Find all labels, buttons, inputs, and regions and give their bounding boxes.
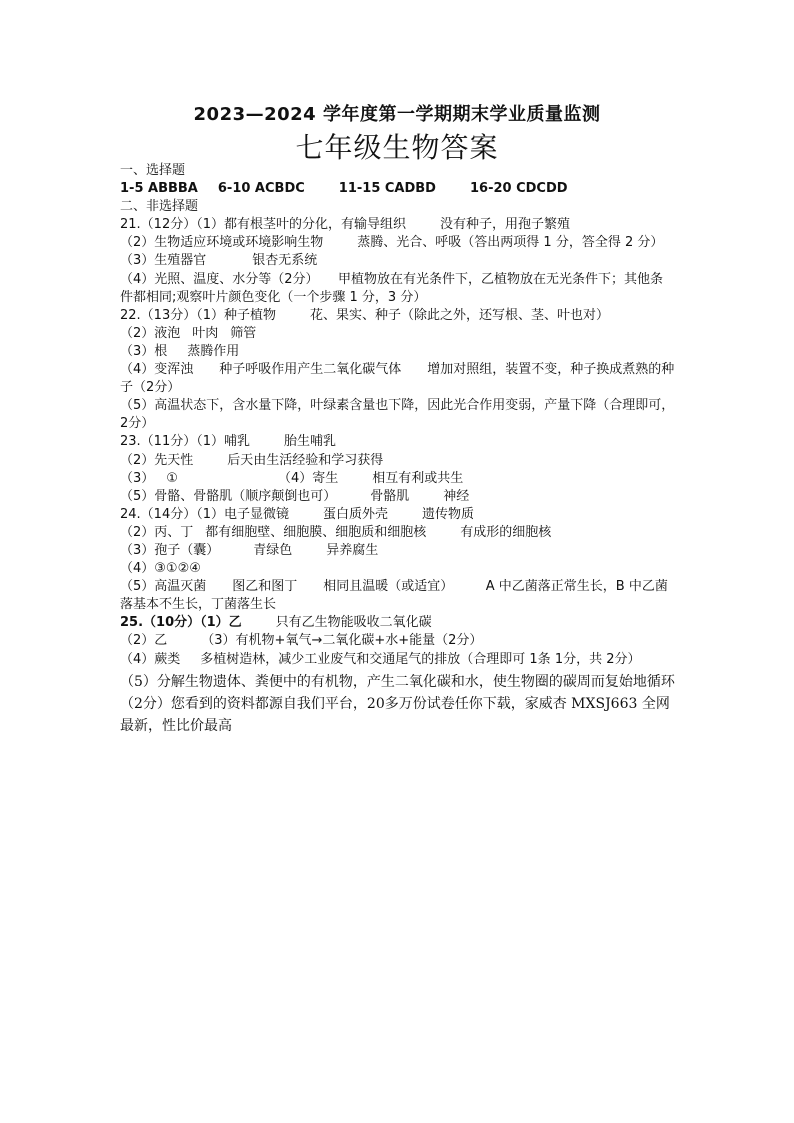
q21-part2: （2）生物适应环境或环境影响生物 xyxy=(120,235,324,251)
q23-part2-answer2: 后天由生活经验和学习获得 xyxy=(227,452,384,468)
q23-part4: （4）寄生 xyxy=(277,470,339,486)
q24-part1-answer3: 遗传物质 xyxy=(422,506,475,522)
q25-part4: （4）蕨类 xyxy=(120,651,181,667)
answer-content xyxy=(120,162,676,737)
choice-answer-group: 6-10 ACBDC xyxy=(217,181,305,197)
q21-line3 xyxy=(120,252,676,270)
choice-answer-group: 1-5 ABBBA xyxy=(120,181,198,197)
q24-part3-answer2: 青绿色 xyxy=(253,542,293,558)
q23-part4-answer2: 相互有利或共生 xyxy=(372,470,464,486)
q22-line5: （5）高温状态下，含水量下降，叶绿素含量也下降，因此光合作用变弱，产量下降（合理即可，2分） xyxy=(120,398,675,432)
q21-part1-answer2: 没有种子，用孢子繁殖 xyxy=(440,217,571,233)
choice-answer-group: 16-20 CDCDD xyxy=(469,181,568,197)
q22-part3-answer2: 蒸腾作用 xyxy=(187,343,240,359)
q23-line3 xyxy=(120,470,676,488)
q25-line4-with-ad-text: （5）分解生物遗体、粪便中的有机物，产生二氧化碳和水，使生物圈的碳周而复始地循环（2分）您看到的资料都源自我们平台，20多万份试卷任你下载，家威杏 MXSJ663 全网最新，性比价最高 xyxy=(120,673,675,734)
q21-part1: 21.（12分）（1）都有根茎叶的分化，有输导组织 xyxy=(120,217,406,233)
q23-line2 xyxy=(120,452,676,470)
q21-part3: （3）生殖器官 xyxy=(120,253,207,269)
q25-part1-answer2: 只有乙生物能吸收二氧化碳 xyxy=(275,615,432,631)
q24-part1-answer2: 蛋白质外壳 xyxy=(323,506,389,522)
q23-part5-answer2: 骨骼肌 xyxy=(370,488,410,504)
q21-part2-answer2: 蒸腾、光合、呼吸（答出两项得 1 分，答全得 2 分） xyxy=(357,235,664,251)
q25-part1: 25.（10分）（1）乙 xyxy=(120,615,242,631)
q23-part3-answer: ① xyxy=(166,470,178,486)
q23-part5-answer3: 神经 xyxy=(443,488,470,504)
q24-line3 xyxy=(120,542,676,560)
q22-line1 xyxy=(120,307,676,325)
q22-part2-answer2: 叶肉 xyxy=(192,325,219,341)
q22-part2: （2）液泡 xyxy=(120,325,181,341)
q25-line1 xyxy=(120,614,676,632)
q23-line1 xyxy=(120,433,676,451)
q22-line2 xyxy=(120,325,676,343)
q25-part3: （3）有机物+氧气→二氧化碳+水+能量（2分） xyxy=(201,633,483,649)
q25-line3 xyxy=(120,651,676,669)
q23-line4 xyxy=(120,488,676,506)
q23-part5: （5）骨骼、骨骼肌（顺序颠倒也可） xyxy=(120,488,337,504)
q24-line4: （4）③①②④ xyxy=(120,561,201,577)
q22-part2-answer3: 筛管 xyxy=(230,325,257,341)
choice-answer-group: 11-15 CADBD xyxy=(338,181,436,197)
q21-line4: （4）光照、温度、水分等（2分） 甲植物放在有光条件下，乙植物放在无光条件下；其他条件都相同;观察叶片颜色变化（一个步骤 1 分，3 分） xyxy=(120,271,664,305)
q25-part4-answer2: 多植树造林，减少工业废气和交通尾气的排放（合理即可 1条 1分，共 2分） xyxy=(200,651,641,667)
section1-heading: 一、选择题 xyxy=(120,163,186,178)
q22-part1-answer2: 花、果实、种子（除此之外，还写根、茎、叶也对） xyxy=(310,307,610,323)
q24-part2: （2）丙、丁 xyxy=(120,524,194,540)
q24-part2-answer3: 有成形的细胞核 xyxy=(460,524,552,540)
q24-line1 xyxy=(120,506,676,524)
page-title: 2023—2024 学年度第一学期期末学业质量监测 xyxy=(193,104,601,125)
q24-part2-answer2: 都有细胞壁、细胞膜、细胞质和细胞核 xyxy=(205,524,427,540)
q22-line4: （4）变浑浊 种子呼吸作用产生二氧化碳气体 增加对照组，装置不变，种子换成煮熟的种子（2分） xyxy=(120,362,675,396)
q23-part3: （3） xyxy=(120,470,155,486)
q21-line2 xyxy=(120,234,676,252)
q22-part3: （3）根 xyxy=(120,343,168,359)
choice-answers xyxy=(120,180,676,198)
q24-part3: （3）孢子（囊） xyxy=(120,542,220,558)
q23-part1: 23.（11分）（1）哺乳 xyxy=(120,434,250,450)
q24-part3-answer3: 异养腐生 xyxy=(326,542,379,558)
q21-line1 xyxy=(120,216,676,234)
q24-line2 xyxy=(120,524,676,542)
q25-line2 xyxy=(120,632,676,650)
q23-part2: （2）先天性 xyxy=(120,452,194,468)
page-subtitle: 七年级生物答案 xyxy=(295,131,499,164)
section2-heading: 二、非选择题 xyxy=(120,199,199,215)
q21-part3-answer2: 银杏无系统 xyxy=(252,253,318,269)
q23-part1-answer2: 胎生哺乳 xyxy=(284,434,337,450)
q25-part2: （2）乙 xyxy=(120,633,168,649)
q24-line5: （5）高温灭菌 图乙和图丁 相同且温暖（或适宜） A 中乙菌落正常生长，B 中乙菌落基本不生长，丁菌落生长 xyxy=(120,579,668,613)
q22-line3 xyxy=(120,343,676,361)
q24-part1: 24.（14分）（1）电子显微镜 xyxy=(120,506,289,522)
q22-part1: 22.（13分）（1）种子植物 xyxy=(120,307,276,323)
